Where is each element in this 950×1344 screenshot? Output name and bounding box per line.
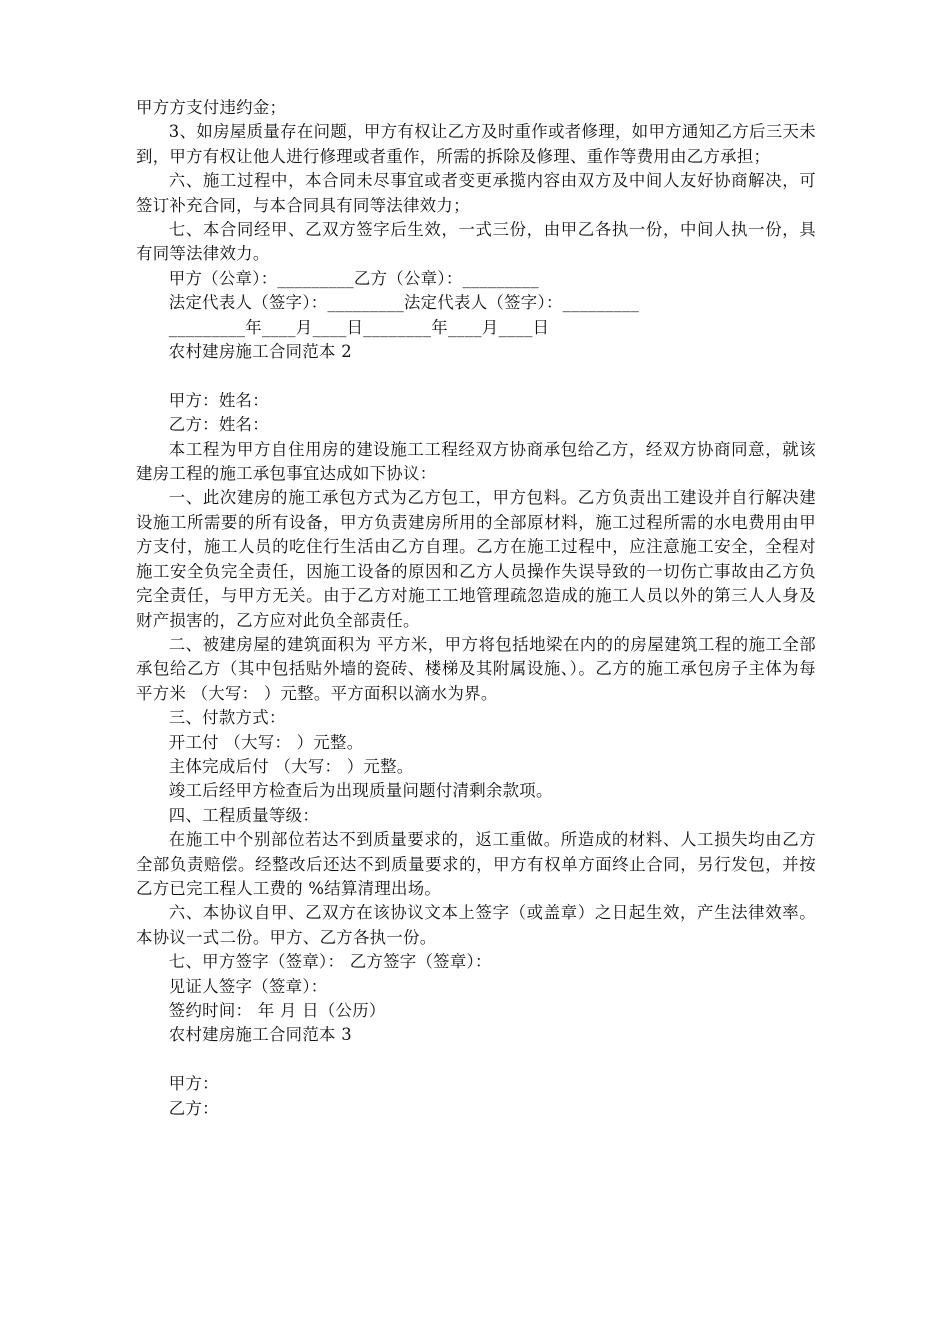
paragraph-area-scope: 二、被建房屋的建筑面积为 平方米，甲方将包括地梁在内的的房屋建筑工程的施工全部承包给乙方（其中包括贴外墙的瓷砖、楼梯及其附属设施、）。乙方的施工承包房子主体为每平方米 （大写： ）元整。平方面积以滴水为界。	[136, 634, 816, 703]
paragraph-clause-six: 六、施工过程中，本合同未尽事宜或者变更承揽内容由双方及中间人友好协商解决，可签订补充合同，与本合同具有同等法律效力；	[136, 171, 816, 215]
section-title-2: 农村建房施工合同范本 2	[168, 342, 352, 362]
signing-date-line: 签约时间： 年 月 日（公历）	[168, 1001, 386, 1021]
paragraph-effectiveness: 六、本协议自甲、乙双方在该协议文本上签字（或盖章）之日起生效，产生法律效率。本协议一式二份。甲方、乙方各执一份。	[136, 903, 816, 947]
blank-line	[136, 1048, 816, 1072]
paragraph-quality-requirements: 在施工中个别部位若达不到质量要求的，返工重做。所造成的材料、人工损失均由乙方全部负责赔偿。经整改后还达不到质量要求的，甲方有权单方面终止合同，另行发包，并按乙方已完工程人工费的 %结算清理出场。	[136, 830, 816, 898]
witness-signature-line: 见证人签字（签章）：	[168, 976, 328, 996]
payment-main-structure: 主体完成后付 （大写： ）元整。	[168, 756, 414, 776]
paragraph-clause-seven: 七、本合同经甲、乙双方签字后生效，一式三份，由甲乙各执一份，中间人执一份，具有同等法律效力。	[136, 220, 816, 264]
blank-line	[136, 364, 816, 388]
party-a-label: 甲方：	[168, 1074, 219, 1094]
party-a-name: 甲方：姓名：	[168, 390, 269, 410]
heading-quality-grade: 四、工程质量等级：	[168, 805, 320, 825]
section-title-3: 农村建房施工合同范本 3	[168, 1025, 352, 1045]
document-body	[136, 96, 816, 1121]
party-b-name: 乙方：姓名：	[168, 415, 269, 435]
signature-parties-line: 七、甲方签字（签章）： 乙方签字（签章）：	[168, 952, 492, 972]
signature-seal-line: 甲方（公章）：_________乙方（公章）：_________	[168, 268, 539, 288]
payment-completion: 竣工后经甲方检查后为出现质量问题付清剩余款项。	[168, 781, 553, 801]
payment-start: 开工付 （大写： ）元整。	[168, 732, 364, 752]
signature-representative-line: 法定代表人（签字）：_________法定代表人（签字）：_________	[168, 293, 640, 313]
paragraph-penalty-end: 甲方方支付违约金；	[136, 98, 287, 117]
paragraph-intro: 本工程为甲方自住用房的建设施工工程经双方协商承包给乙方，经双方协商同意，就该建房工程的施工承包事宜达成如下协议：	[136, 439, 816, 484]
paragraph-contract-method: 一、此次建房的施工承包方式为乙方包工，甲方包料。乙方负责出工建设并自行解决建设施工所需要的所有设备，甲方负责建房所用的全部原材料，施工过程所需的水电费用由甲方支付，施工人员的吃住行生活由乙方自理。乙方在施工过程中，应注意施工安全，全程对施工安全负完全责任，因施工设备的原因和乙方人员操作失误导致的一切伤亡事故由乙方负完全责任，与甲方无关。由于乙方对施工工地管理疏忽造成的施工人员以外的第三人人身及财产损害的，乙方应对此负全部责任。	[136, 488, 816, 630]
party-b-label: 乙方：	[168, 1098, 219, 1118]
paragraph-quality-clause: 3、如房屋质量存在问题，甲方有权让乙方及时重作或者修理，如甲方通知乙方后三天未到，甲方有权让他人进行修理或者重作，所需的拆除及修理、重作等费用由乙方承担；	[136, 122, 816, 166]
heading-payment: 三、付款方式：	[168, 708, 286, 728]
signature-date-line: _________年____月____日________年____月____日	[168, 317, 550, 337]
